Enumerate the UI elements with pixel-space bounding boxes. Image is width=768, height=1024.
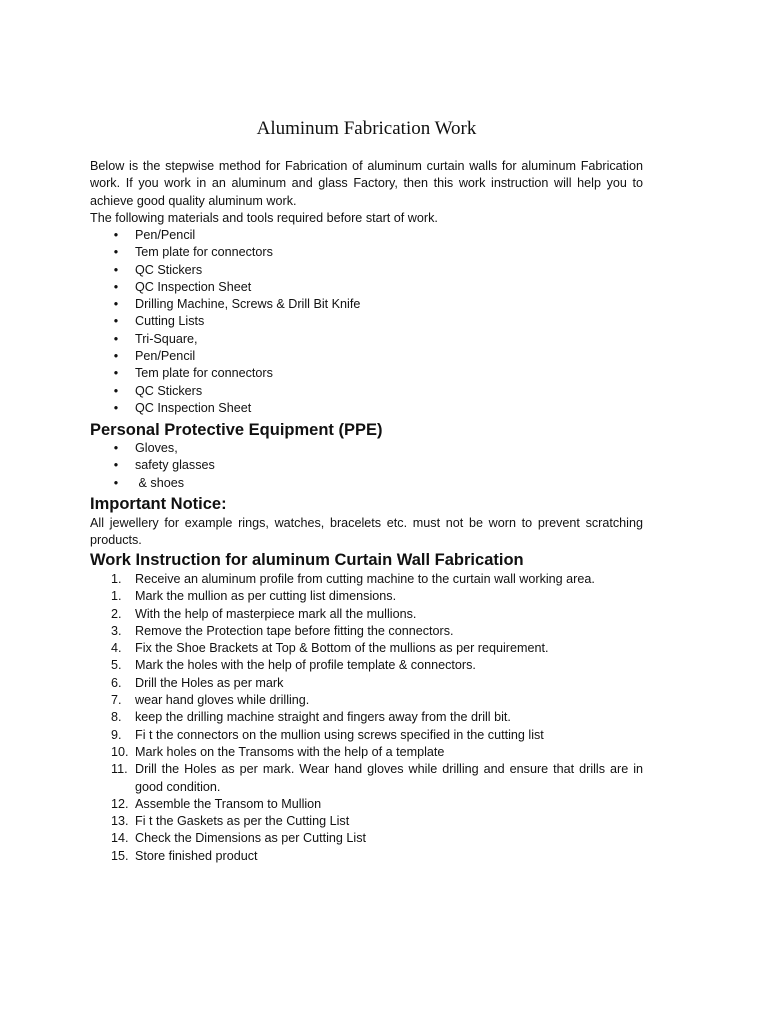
step-number: 7. — [111, 693, 122, 708]
step-text: Remove the Protection tape before fitting the connectors. — [135, 623, 454, 638]
step-number: 8. — [111, 710, 122, 725]
list-item — [90, 692, 643, 709]
list-item — [90, 675, 643, 692]
list-item-label: QC Inspection Sheet — [135, 279, 252, 294]
step-text: Drill the Holes as per mark — [135, 675, 284, 690]
step-number: 15. — [111, 848, 129, 863]
step-text: With the help of masterpiece mark all the mullions. — [135, 606, 417, 621]
bullet-icon: • — [113, 366, 119, 381]
bullet-icon: • — [113, 228, 119, 242]
list-item — [90, 571, 643, 588]
step-number: 6. — [111, 675, 122, 690]
bullet-icon: • — [113, 441, 119, 455]
list-item — [90, 244, 643, 261]
step-number: 4. — [111, 641, 122, 656]
list-item — [90, 744, 643, 761]
list-item — [90, 227, 643, 244]
bullet-icon: • — [113, 383, 119, 398]
step-number: 3. — [111, 623, 122, 638]
bullet-icon: • — [113, 279, 119, 294]
bullet-icon: • — [113, 262, 119, 277]
step-text: Fi t the connectors on the mullion using screws specified in the cutting list — [135, 727, 544, 742]
step-text: Mark holes on the Transoms with the help of a template — [135, 744, 445, 759]
list-item — [90, 383, 643, 400]
list-item — [90, 313, 643, 330]
list-item — [90, 348, 643, 365]
step-text: Mark the mullion as per cutting list dimensions. — [135, 589, 397, 604]
intro-paragraph: Below is the stepwise method for Fabrication of aluminum curtain walls for aluminum Fabrication work. If you work in an aluminum and glass Factory, then this work instruction will help you to achieve good quality aluminum work. — [90, 159, 643, 208]
step-number: 5. — [111, 658, 122, 673]
list-item — [90, 796, 643, 813]
bullet-icon: • — [113, 458, 119, 473]
step-text: Check the Dimensions as per Cutting List — [135, 831, 366, 846]
step-number: 11. — [111, 762, 128, 777]
list-item — [90, 813, 643, 830]
document-title: Aluminum Fabrication Work — [256, 118, 477, 139]
list-item-label: QC Inspection Sheet — [135, 400, 252, 415]
list-item — [90, 457, 643, 474]
bullet-icon: • — [113, 297, 119, 312]
step-number: 1. — [111, 589, 122, 604]
list-item — [90, 657, 643, 674]
list-item — [90, 365, 643, 382]
step-number: 13. — [111, 814, 129, 829]
step-text: Fix the Shoe Brackets at Top & Bottom of the mullions as per requirement. — [135, 641, 549, 656]
notice-heading: Important Notice: — [90, 495, 227, 513]
list-item-label: Pen/Pencil — [135, 349, 196, 364]
list-item-label: & shoes — [135, 475, 185, 490]
bullet-icon: • — [113, 475, 119, 490]
step-number: 14. — [111, 831, 129, 846]
list-item — [90, 588, 643, 605]
materials-intro: The following materials and tools required before start of work. — [90, 211, 438, 225]
list-item — [90, 279, 643, 296]
step-text: Drill the Holes as per mark. Wear hand gloves while drilling and ensure that drills are in good condition. — [135, 762, 643, 794]
list-item-label: Tri-Square, — [135, 331, 198, 346]
work-instruction-heading: Work Instruction for aluminum Curtain Wall Fabrication — [90, 551, 524, 569]
list-item-label: Tem plate for connectors — [135, 366, 273, 381]
notice-text: All jewellery for example rings, watches, bracelets etc. must not be worn to prevent scratching products. — [90, 516, 643, 548]
bullet-icon: • — [113, 245, 119, 260]
list-item — [90, 400, 643, 417]
ppe-list — [90, 440, 643, 492]
list-item — [90, 262, 643, 279]
list-item-label: QC Stickers — [135, 383, 203, 398]
step-number: 10. — [111, 744, 129, 759]
bullet-icon: • — [113, 314, 119, 329]
list-item — [90, 830, 643, 847]
step-text: wear hand gloves while drilling. — [135, 693, 310, 708]
step-text: keep the drilling machine straight and fingers away from the drill bit. — [135, 710, 511, 725]
step-text: Receive an aluminum profile from cutting machine to the curtain wall working area. — [135, 572, 595, 586]
list-item — [90, 331, 643, 348]
step-number: 2. — [111, 606, 122, 621]
bullet-icon: • — [113, 349, 119, 364]
materials-list — [90, 227, 643, 417]
step-text: Assemble the Transom to Mullion — [135, 796, 322, 811]
bullet-icon: • — [113, 400, 119, 415]
ppe-heading: Personal Protective Equipment (PPE) — [90, 421, 383, 439]
list-item-label: safety glasses — [135, 458, 215, 473]
list-item — [90, 640, 643, 657]
step-number: 12. — [111, 796, 129, 811]
list-item-label: Gloves, — [135, 441, 178, 455]
list-item — [90, 606, 643, 623]
list-item — [90, 727, 643, 744]
list-item — [90, 440, 643, 457]
list-item-label: Drilling Machine, Screws & Drill Bit Knife — [135, 297, 361, 312]
step-text: Store finished product — [135, 848, 258, 863]
work-steps-list — [90, 571, 643, 865]
step-text: Fi t the Gaskets as per the Cutting List — [135, 814, 350, 829]
list-item — [90, 848, 643, 865]
list-item-label: Tem plate for connectors — [135, 245, 273, 260]
list-item-label: QC Stickers — [135, 262, 203, 277]
step-text: Mark the holes with the help of profile template & connectors. — [135, 658, 476, 673]
list-item — [90, 296, 643, 313]
list-item-label: Pen/Pencil — [135, 228, 196, 242]
list-item — [90, 475, 643, 492]
list-item — [90, 761, 643, 796]
step-number: 1. — [111, 572, 122, 586]
list-item — [90, 623, 643, 640]
step-number: 9. — [111, 727, 122, 742]
list-item-label: Cutting Lists — [135, 314, 205, 329]
list-item — [90, 709, 643, 726]
bullet-icon: • — [113, 331, 119, 346]
